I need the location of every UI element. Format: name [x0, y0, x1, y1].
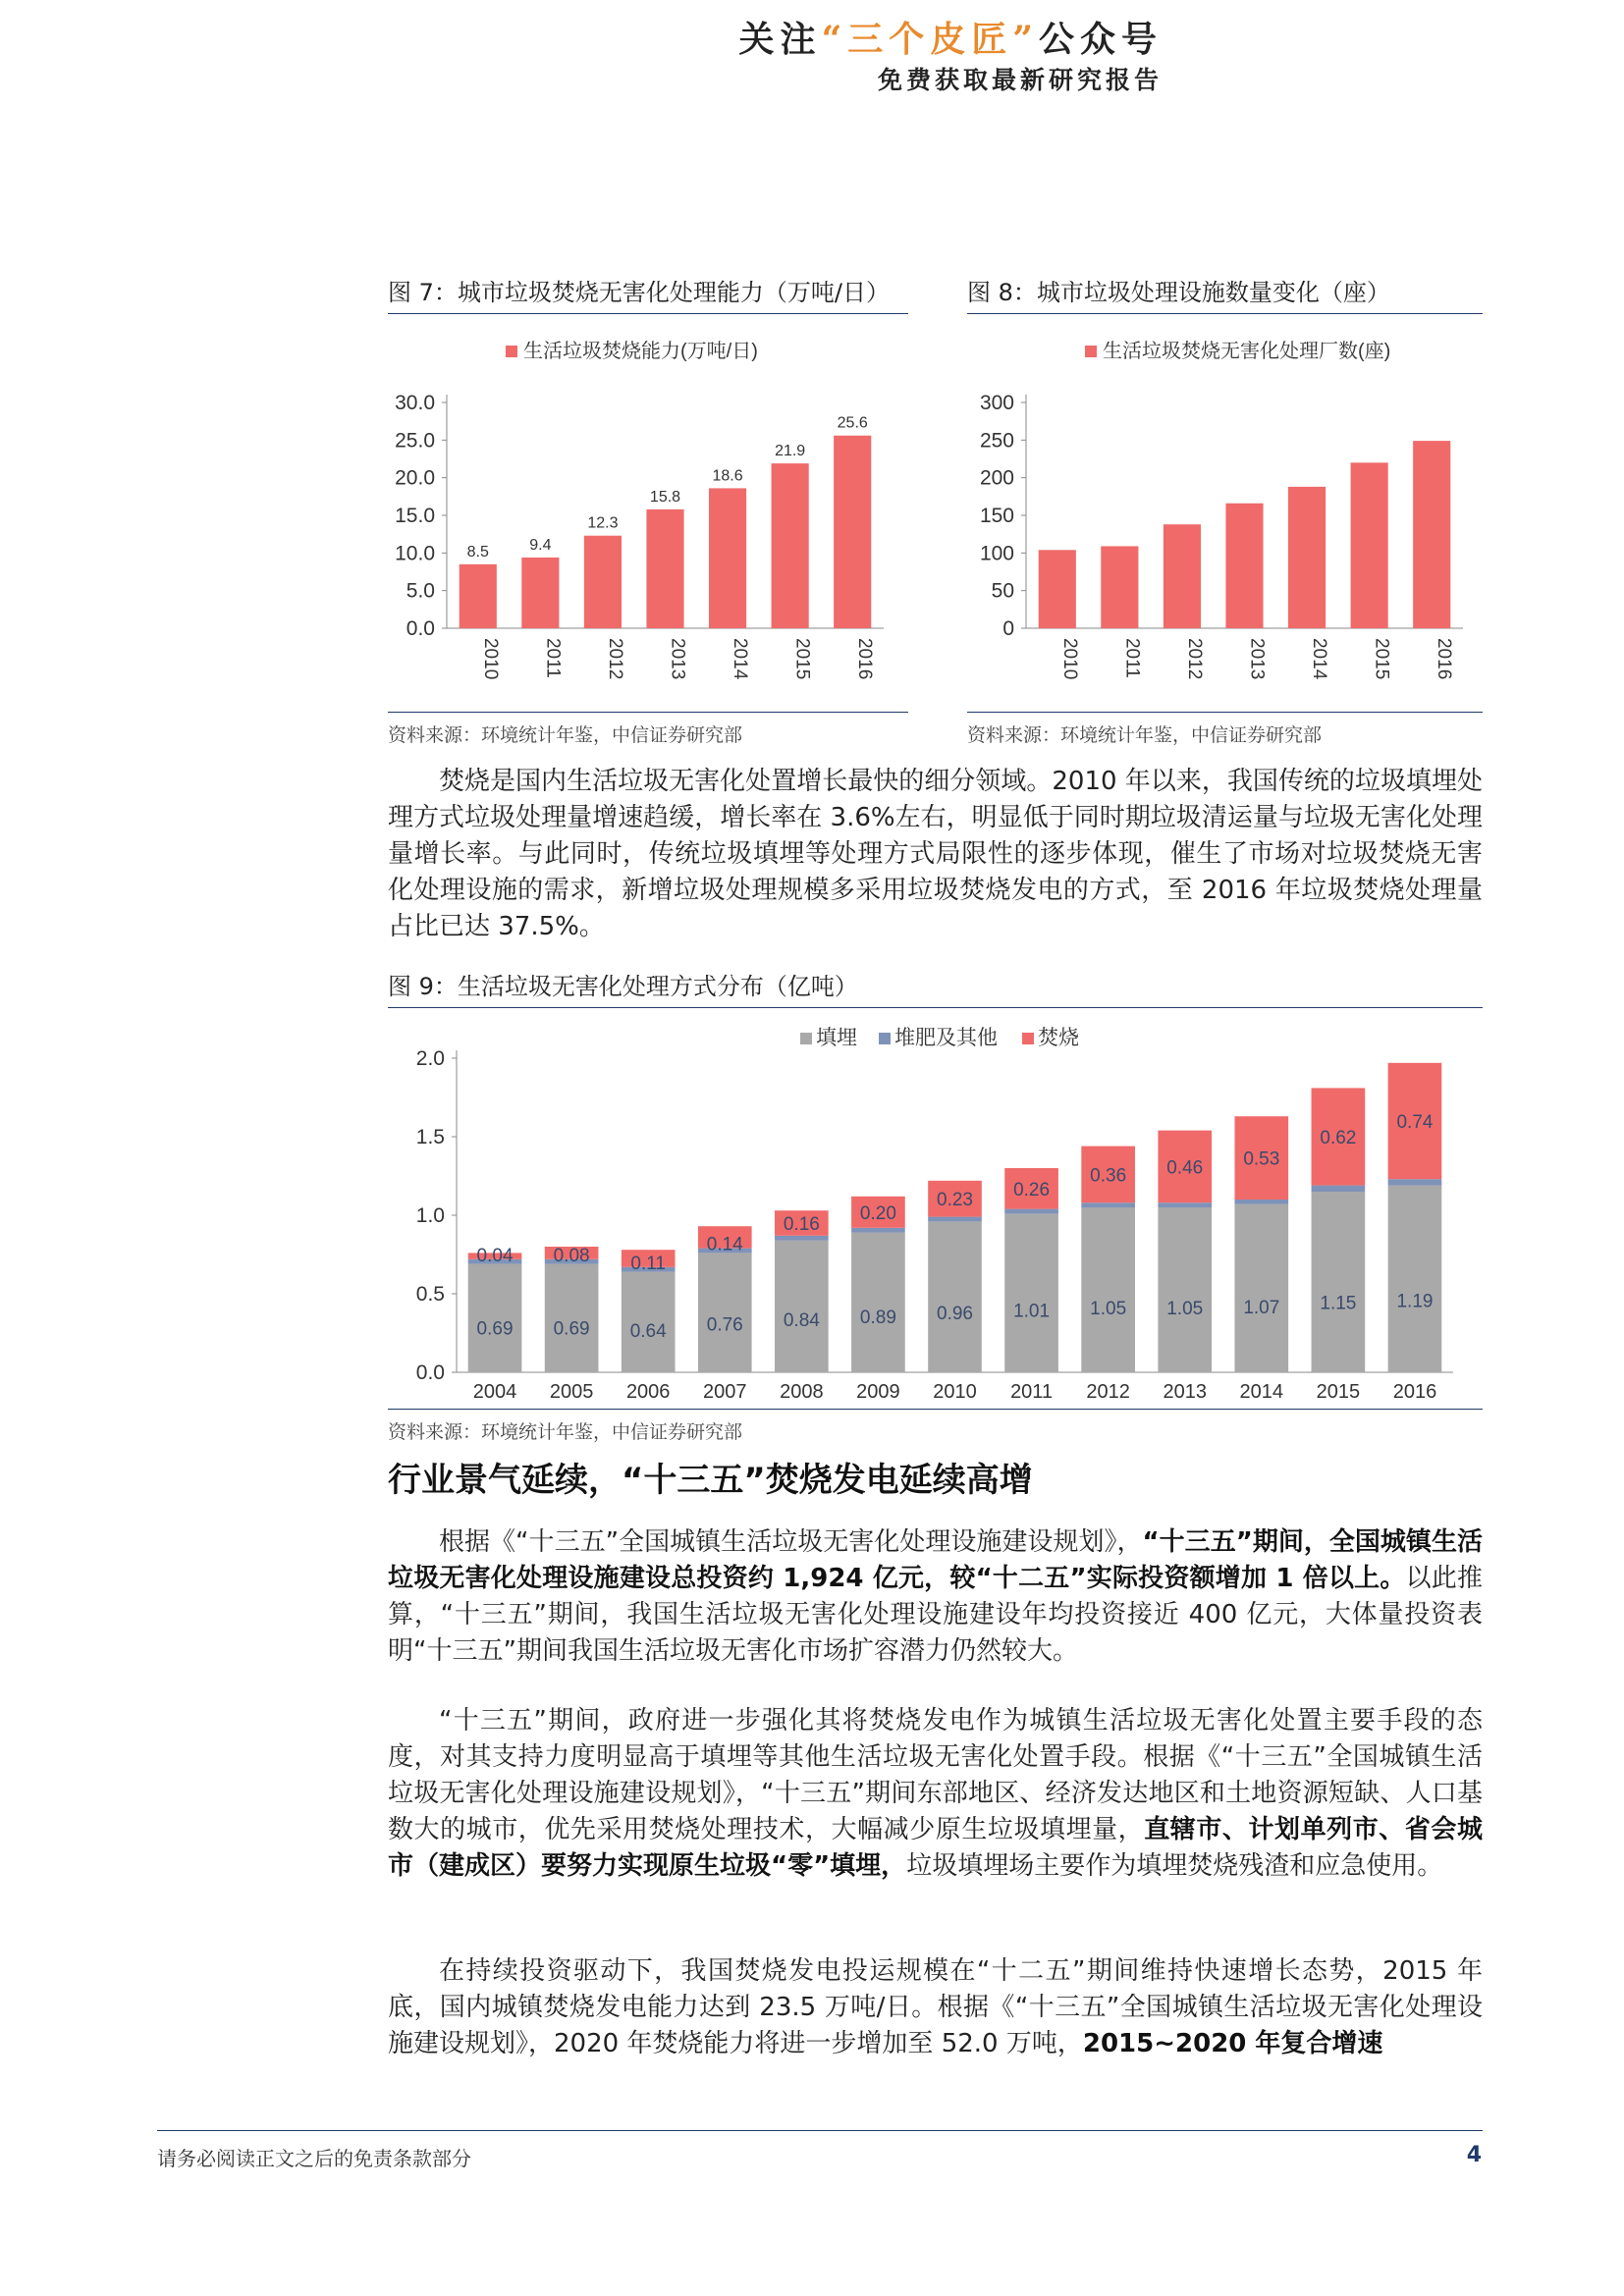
fig9-xtick-label: 2014: [1239, 1381, 1284, 1403]
fig9-data-label: 1.01: [1013, 1301, 1051, 1322]
figure9-title: 图 9：生活垃圾无害化处理方式分布（亿吨）: [388, 967, 1483, 1008]
figure9-source: 资料来源：环境统计年鉴，中信证券研究部: [388, 1409, 1483, 1444]
fig7-xtick-label: 2013: [667, 638, 688, 680]
fig8-bar: [1413, 441, 1450, 628]
fig9-bar-segment: [1004, 1213, 1058, 1372]
fig8-xtick-label: 2013: [1246, 638, 1268, 680]
fig9-data-label: 1.05: [1166, 1299, 1204, 1320]
fig9-xtick-label: 2015: [1316, 1381, 1361, 1403]
figure9-chart: [388, 1011, 1483, 1409]
fig9-data-label: 0.74: [1396, 1112, 1434, 1133]
fig7-data-label: 9.4: [529, 536, 552, 554]
fig9-data-label: 0.64: [629, 1321, 667, 1343]
fig8-xtick-label: 2016: [1434, 638, 1455, 680]
fig9-data-label: 1.15: [1320, 1293, 1357, 1314]
fig8-legend-label: 生活垃圾焚烧无害化处理厂数(座): [1103, 341, 1391, 362]
fig7-data-label: 18.6: [712, 467, 743, 485]
figure8-title: 图 8：城市垃圾处理设施数量变化（座）: [967, 273, 1483, 314]
fig8-bar: [1225, 504, 1263, 628]
fig9-bar-segment: [928, 1221, 982, 1372]
fig9-xtick-label: 2010: [933, 1381, 977, 1403]
fig9-ytick-label: 0.0: [415, 1362, 445, 1384]
fig9-bar-segment: [1158, 1202, 1212, 1207]
fig9-bar-segment: [1388, 1179, 1442, 1185]
fig7-ytick-label: 20.0: [395, 466, 435, 490]
fig9-data-label: 0.23: [937, 1190, 973, 1211]
fig9-xtick-label: 2007: [703, 1381, 747, 1403]
fig9-data-label: 0.89: [859, 1308, 896, 1329]
fig9-bar-segment: [1081, 1202, 1135, 1207]
fig8-bar: [1288, 487, 1326, 628]
fig9-data-label: 0.36: [1090, 1165, 1127, 1187]
figure7-title: 图 7：城市垃圾焚烧无害化处理能力（万吨/日）: [388, 273, 908, 314]
figure7-chart: [388, 324, 908, 712]
footer-disclaimer: 请务必阅读正文之后的免责条款部分: [157, 2147, 471, 2170]
fig9-data-label: 0.08: [553, 1245, 590, 1266]
fig7-ytick-label: 30.0: [395, 392, 435, 414]
fig7-data-label: 8.5: [466, 543, 489, 561]
fig9-data-label: 1.07: [1243, 1298, 1280, 1319]
fig9-ytick-label: 0.5: [415, 1283, 445, 1306]
fig9-data-label: 0.84: [783, 1309, 820, 1331]
fig9-data-label: 0.11: [630, 1253, 666, 1274]
fig8-bar: [1039, 550, 1076, 628]
fig9-bar-segment: [1388, 1186, 1442, 1372]
fig9-bar-segment: [1312, 1186, 1366, 1192]
fig8-ytick-label: 150: [979, 505, 1014, 527]
fig9-data-label: 0.76: [706, 1314, 743, 1336]
fig9-data-label: 0.20: [859, 1202, 896, 1224]
fig7-xtick-label: 2014: [730, 638, 751, 680]
paragraph-incineration: 焚烧是国内生活垃圾无害化处置增长最快的细分领域。2010 年以来，我国传统的垃圾填埋处理方式垃圾处理量增速趋缓，增长率在 3.6%左右，明显低于同时期垃圾清运量与垃圾无害化处理量增长率。与此同时，传统垃圾填埋等处理方式局限性的逐步体现，催生了市场对垃圾焚烧无害化处理设施的需求，新增垃圾处理规模多采用垃圾焚烧发电的方式，至 2016 年垃圾焚烧处理量占比已达 37.5%。: [388, 767, 1483, 941]
fig9-bar-segment: [1081, 1207, 1135, 1372]
fig7-data-label: 25.6: [837, 414, 868, 432]
watermark-line1: 关注“三个皮匠”公众号: [738, 19, 1163, 60]
fig9-bar-segment: [851, 1228, 905, 1233]
fig7-data-label: 12.3: [587, 514, 619, 532]
fig9-data-label: 1.19: [1396, 1291, 1434, 1312]
fig9-legend-label: 焚烧: [1038, 1027, 1079, 1049]
fig9-bar-segment: [1312, 1192, 1366, 1372]
fig9-data-label: 0.53: [1243, 1148, 1280, 1170]
fig7-bar: [709, 488, 746, 628]
paragraph-capacity: 在持续投资驱动下，我国焚烧发电投运规模在“十二五”期间维持快速增长态势，2015 年底，国内城镇焚烧发电能力达到 23.5 万吨/日。根据《“十三五”全国城镇生活垃圾无害化处理设施建设规划》，2020 年焚烧能力将进一步增加至 52.0 万吨，2015~2020 年复合增速: [388, 1956, 1483, 2058]
fig9-data-label: 0.26: [1013, 1179, 1051, 1201]
fig9-data-label: 0.69: [553, 1318, 590, 1340]
fig7-xtick-label: 2011: [542, 638, 564, 678]
fig7-ytick-label: 0.0: [406, 617, 435, 640]
fig7-bar: [521, 558, 559, 628]
fig9-bar-segment: [928, 1217, 982, 1222]
fig9-data-label: 0.04: [476, 1245, 514, 1266]
fig7-ytick-label: 15.0: [395, 505, 435, 527]
fig7-data-label: 15.8: [649, 488, 681, 506]
fig8-bar: [1351, 462, 1388, 628]
fig9-legend-swatch: [1022, 1033, 1034, 1044]
fig9-ytick-label: 2.0: [415, 1047, 445, 1070]
fig9-xtick-label: 2016: [1392, 1381, 1437, 1403]
fig7-xtick-label: 2010: [479, 638, 501, 680]
fig9-xtick-label: 2005: [549, 1381, 594, 1403]
fig9-xtick-label: 2006: [625, 1381, 671, 1403]
fig7-legend-swatch: [506, 346, 517, 357]
fig8-ytick-label: 50: [991, 579, 1014, 603]
fig9-data-label: 0.16: [783, 1214, 820, 1235]
fig8-ytick-label: 200: [979, 466, 1014, 490]
watermark-line2: 免费获取最新研究报告: [877, 66, 1163, 94]
fig9-legend-label: 填埋: [816, 1027, 857, 1049]
figure8-source: 资料来源：环境统计年鉴，中信证券研究部: [967, 712, 1483, 747]
fig9-bar-segment: [775, 1236, 829, 1241]
fig7-xtick-label: 2015: [791, 638, 813, 680]
fig8-bar: [1101, 546, 1138, 628]
fig9-bar-segment: [1158, 1207, 1212, 1372]
fig7-bar: [646, 509, 683, 628]
fig9-legend-swatch: [800, 1033, 812, 1044]
paragraph-investment: 根据《“十三五”全国城镇生活垃圾无害化处理设施建设规划》，“十三五”期间，全国城镇生活垃圾无害化处理设施建设总投资约 1,924 亿元，较“十二五”实际投资额增加 1 倍以上。以此推算，“十三五”期间，我国生活垃圾无害化处理设施建设年均投资接近 400 亿元，大体量投资表明“十三五”期间我国生活垃圾无害化市场扩容潜力仍然较大。: [388, 1527, 1483, 1666]
fig7-legend-label: 生活垃圾焚烧能力(万吨/日): [523, 341, 758, 362]
fig7-xtick-label: 2012: [604, 638, 625, 680]
figure7-source: 资料来源：环境统计年鉴，中信证券研究部: [388, 712, 908, 747]
fig9-bar-segment: [1004, 1209, 1058, 1214]
fig7-bar: [460, 564, 497, 628]
fig8-ytick-label: 250: [979, 429, 1014, 453]
fig8-xtick-label: 2014: [1309, 638, 1330, 680]
fig7-ytick-label: 5.0: [406, 579, 435, 603]
section-heading: 行业景气延续，“十三五”焚烧发电延续高增: [388, 1461, 1033, 1500]
fig8-ytick-label: 0: [1002, 617, 1014, 640]
fig9-xtick-label: 2008: [780, 1381, 824, 1403]
fig7-bar: [584, 536, 622, 628]
fig9-ytick-label: 1.0: [415, 1204, 445, 1227]
fig9-bar-segment: [698, 1253, 752, 1372]
fig8-ytick-label: 100: [979, 542, 1014, 565]
fig9-data-label: 1.05: [1090, 1299, 1127, 1320]
fig8-xtick-label: 2012: [1183, 638, 1205, 680]
fig9-bar-segment: [775, 1241, 829, 1372]
fig8-xtick-label: 2011: [1121, 638, 1143, 678]
fig9-xtick-label: 2012: [1086, 1381, 1130, 1403]
fig7-xtick-label: 2016: [854, 638, 876, 680]
fig9-bar-segment: [1234, 1200, 1288, 1204]
fig9-xtick-label: 2004: [472, 1381, 517, 1403]
fig7-bar: [834, 436, 871, 628]
fig7-ytick-label: 25.0: [395, 429, 435, 453]
fig9-bar-segment: [1234, 1204, 1288, 1372]
figure8-chart: [967, 324, 1483, 712]
fig9-data-label: 0.96: [937, 1304, 973, 1325]
fig7-data-label: 21.9: [775, 443, 806, 460]
fig8-bar: [1164, 524, 1201, 628]
fig9-legend-label: 堆肥及其他: [894, 1027, 998, 1049]
fig9-data-label: 0.14: [706, 1234, 743, 1255]
fig9-data-label: 0.62: [1320, 1128, 1357, 1148]
fig8-xtick-label: 2010: [1058, 638, 1080, 680]
fig9-ytick-label: 1.5: [415, 1126, 445, 1148]
fig9-legend-swatch: [879, 1033, 891, 1044]
fig9-data-label: 0.46: [1166, 1157, 1204, 1179]
fig9-data-label: 0.69: [476, 1318, 514, 1340]
fig9-xtick-label: 2013: [1163, 1381, 1207, 1403]
fig8-ytick-label: 300: [979, 392, 1014, 414]
fig9-xtick-label: 2011: [1010, 1381, 1054, 1403]
page-number: 4: [1466, 2143, 1482, 2167]
fig8-legend-swatch: [1085, 346, 1097, 357]
fig7-ytick-label: 10.0: [395, 542, 435, 565]
fig8-xtick-label: 2015: [1371, 638, 1392, 680]
fig9-bar-segment: [851, 1233, 905, 1372]
footer-divider: [157, 2130, 1483, 2131]
fig7-bar: [772, 463, 809, 628]
fig9-xtick-label: 2009: [856, 1381, 900, 1403]
paragraph-policy: “十三五”期间，政府进一步强化其将焚烧发电作为城镇生活垃圾无害化处置主要手段的态度，对其支持力度明显高于填埋等其他生活垃圾无害化处置手段。根据《“十三五”全国城镇生活垃圾无害化处理设施建设规划》，“十三五”期间东部地区、经济发达地区和土地资源短缺、人口基数大的城市，优先采用焚烧处理技术，大幅减少原生垃圾填埋量，直辖市、计划单列市、省会城市（建成区）要努力实现原生垃圾“零”填埋，垃圾填埋场主要作为填埋焚烧残渣和应急使用。: [388, 1706, 1483, 1881]
